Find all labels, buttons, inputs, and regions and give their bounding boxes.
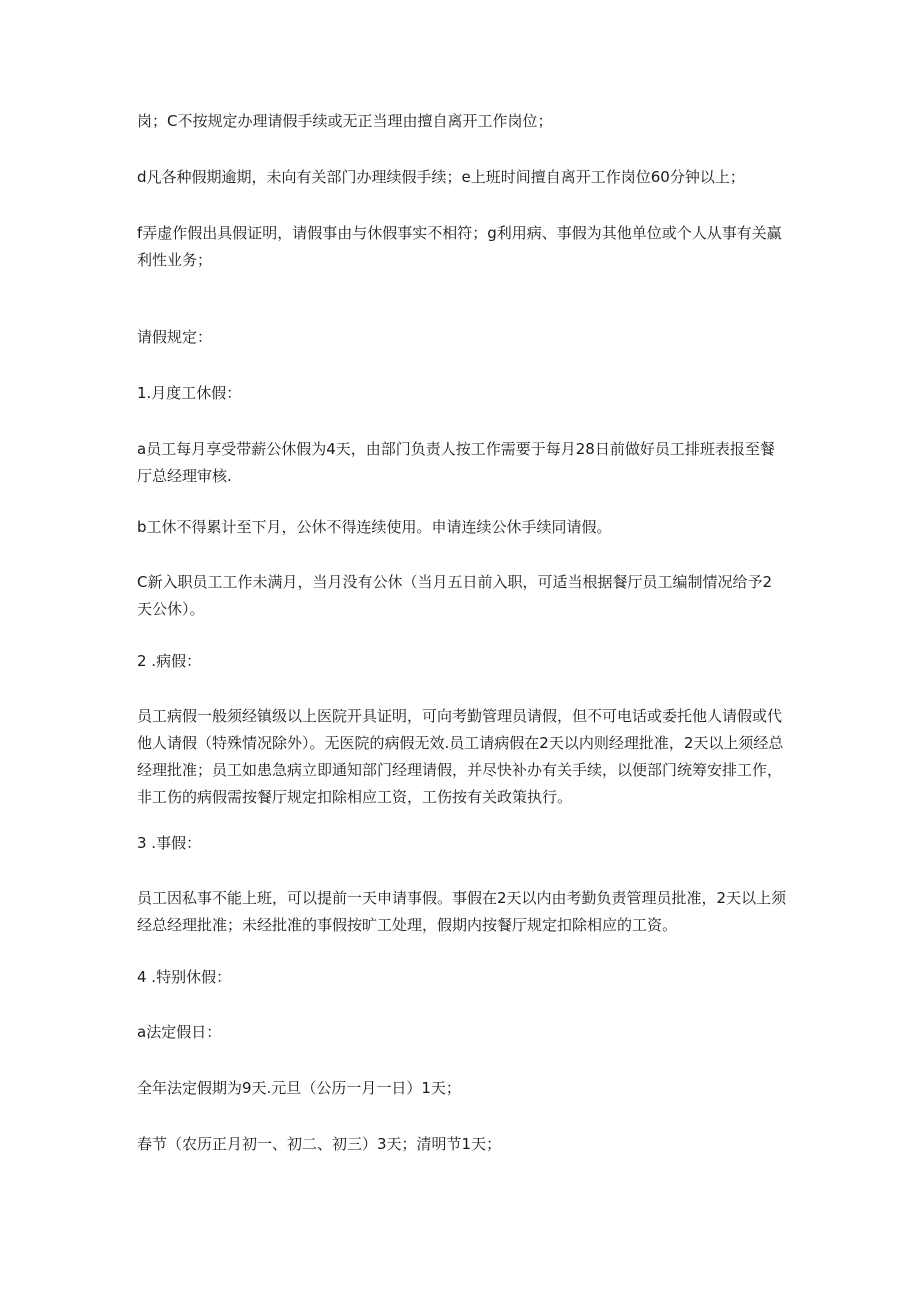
heading-leave-rules: 请假规定： — [137, 328, 213, 346]
heading-personal-leave: 3 .事假： — [137, 834, 202, 852]
heading-monthly-leave: 1.月度工休假： — [137, 384, 242, 402]
paragraph-personal-leave: 员工因私事不能上班，可以提前一天申请事假。事假在2天以内由考勤负责管理员批准，2天以上须经总经理批准；未经批准的事假按旷工处理，假期内按餐厅规定扣除相应的工资。 — [137, 889, 787, 934]
heading-special-leave: 4 .特别休假： — [137, 968, 232, 986]
paragraph-spring-festival: 春节（农历正月初一、初二、初三）3天；清明节1天； — [137, 1135, 502, 1153]
paragraph-monthly-leave-a: a员工每月享受带薪公休假为4天，由部门负责人按工作需要于每月28日前做好员工排班表报至餐厅总经理审核. — [137, 440, 775, 485]
paragraph-statutory-total: 全年法定假期为9天.元旦（公历一月一日）1天； — [137, 1079, 461, 1097]
paragraph-sick-leave: 员工病假一般须经镇级以上医院开具证明，可向考勤管理员请假，但不可电话或委托他人请假或代他人请假（特殊情况除外）。无医院的病假无效.员工请病假在2天以内则经理批准，2天以上须经总经理批准；员工如患急病立即通知部门经理请假，并尽快补办有关手续，以便部门统筹安排工作，非工伤的病假需按餐厅规定扣除相应工资，工伤按有关政策执行。 — [137, 707, 784, 806]
paragraph-absence-d-e: d凡各种假期逾期，未向有关部门办理续假手续；e上班时间擅自离开工作岗位60分钟以上； — [137, 168, 745, 186]
paragraph-monthly-leave-c: C新入职员工工作未满月，当月没有公休（当月五日前入职，可适当根据餐厅员工编制情况给予2天公休）。 — [137, 573, 773, 618]
paragraph-monthly-leave-b: b工休不得累计至下月，公休不得连续使用。申请连续公休手续同请假。 — [137, 518, 612, 536]
paragraph-absence-f-g: f弄虚作假出具假证明，请假事由与休假事实不相符；g利用病、事假为其他单位或个人从事有关赢利性业务； — [137, 224, 782, 269]
heading-statutory-holidays: a法定假日： — [137, 1023, 222, 1041]
paragraph-absence-c: 岗；C不按规定办理请假手续或无正当理由擅自离开工作岗位； — [137, 112, 553, 130]
heading-sick-leave: 2 .病假： — [137, 652, 202, 670]
